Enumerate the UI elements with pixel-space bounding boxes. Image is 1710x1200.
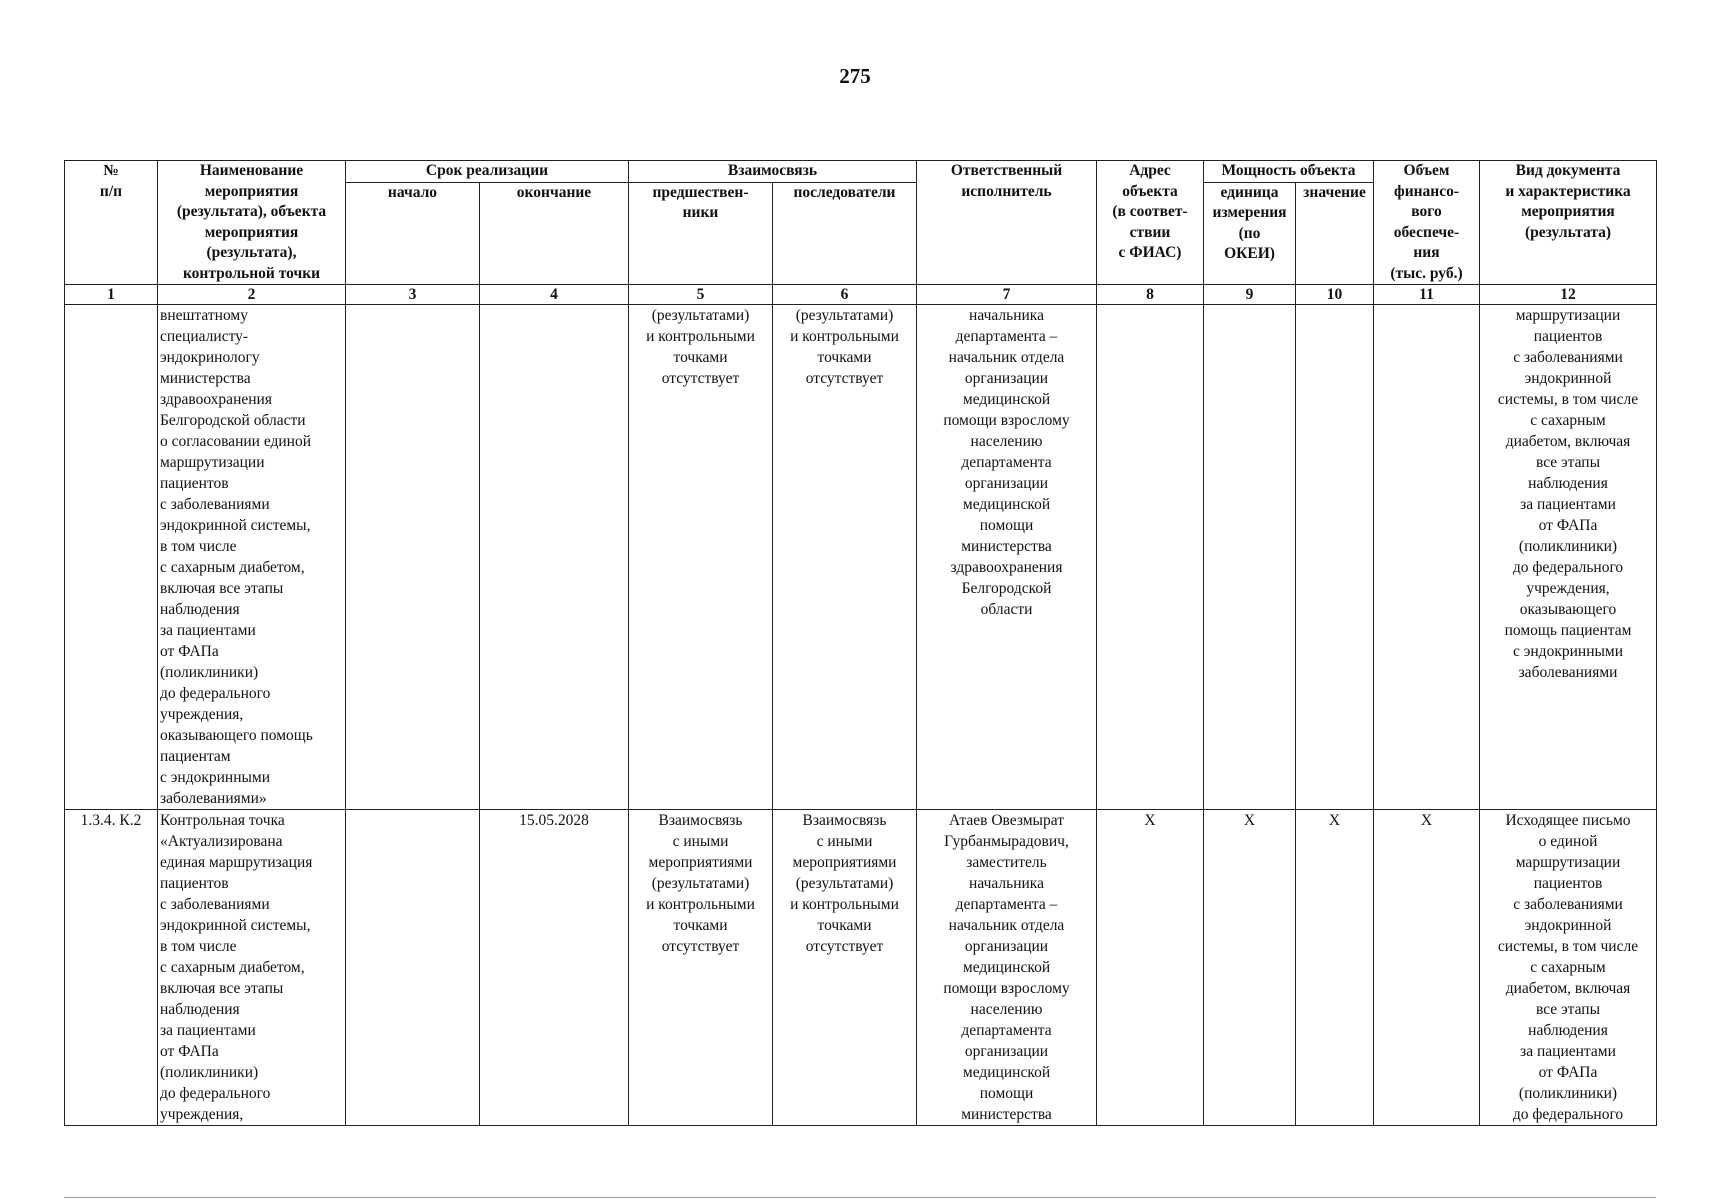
column-number: 8 xyxy=(1097,285,1204,305)
cell-unit: X xyxy=(1204,810,1296,1126)
header-cap-value: значение xyxy=(1296,182,1374,285)
column-number: 5 xyxy=(629,285,773,305)
header-row-1 xyxy=(65,161,1657,183)
cell-succ: (результатами) и контрольными точками отсутствует xyxy=(773,305,917,810)
column-number: 9 xyxy=(1204,285,1296,305)
cell-name: внештатному специалисту- эндокринологу министерства здравоохранения Белгородской области о согласовании единой маршрутизации пациентов с заболеваниями эндокринной системы, в том числе с сахарным диабетом, включая все этапы наблюдения за пациентами от ФАПа (поликлиники) до федерального учреждения, оказывающего помощь пациентам с эндокринными заболеваниями» xyxy=(158,305,346,810)
page-bottom-rule xyxy=(64,1197,1656,1198)
column-number-row xyxy=(65,285,1657,305)
plan-table xyxy=(64,160,1657,1126)
cell-name: Контрольная точка «Актуализирована единая маршрутизация пациентов с заболеваниями эндокринной системы, в том числе с сахарным диабетом, включая все этапы наблюдения за пациентами от ФАПа (поликлиники) до федерального учреждения, xyxy=(158,810,346,1126)
column-number: 3 xyxy=(346,285,480,305)
header-term-start: начало xyxy=(346,182,480,285)
cell-pred: (результатами) и контрольными точками отсутствует xyxy=(629,305,773,810)
header-link-pred: предшествен- ники xyxy=(629,182,773,285)
column-number: 1 xyxy=(65,285,158,305)
cell-funding: X xyxy=(1374,810,1480,1126)
column-number: 11 xyxy=(1374,285,1480,305)
cell-responsible: начальника департамента – начальник отдела организации медицинской помощи взрослому населению департамента организации медицинской помощи министерства здравоохранения Белгородской области xyxy=(917,305,1097,810)
header-link-succ: последователи xyxy=(773,182,917,285)
cell-responsible: Атаев Овезмырат Гурбанмырадович, заместитель начальника департамента – начальник отдела организации медицинской помощи взрослому населению департамента организации медицинской помощи министерства xyxy=(917,810,1097,1126)
cell-end: 15.05.2028 xyxy=(480,810,629,1126)
cell-num: 1.3.4. К.2 xyxy=(65,810,158,1126)
column-number: 4 xyxy=(480,285,629,305)
header-address: Адрес объекта (в соответ- ствии с ФИАС) xyxy=(1097,161,1204,285)
table-row xyxy=(65,810,1657,1126)
cell-unit xyxy=(1204,305,1296,810)
cell-value xyxy=(1296,305,1374,810)
cell-address: X xyxy=(1097,810,1204,1126)
cell-start xyxy=(346,305,480,810)
column-number: 2 xyxy=(158,285,346,305)
header-link-group: Взаимосвязь xyxy=(629,161,917,183)
cell-pred: Взаимосвязь с иными мероприятиями (результатами) и контрольными точками отсутствует xyxy=(629,810,773,1126)
header-doc: Вид документа и характеристика мероприятия (результата) xyxy=(1480,161,1657,285)
header-name: Наименование мероприятия (результата), объекта мероприятия (результата), контрольной точки xyxy=(158,161,346,285)
header-funding: Объем финансо- вого обеспече- ния (тыс. руб.) xyxy=(1374,161,1480,285)
header-cap-unit: единица измерения (по ОКЕИ) xyxy=(1204,182,1296,285)
column-number: 12 xyxy=(1480,285,1657,305)
cell-address xyxy=(1097,305,1204,810)
cell-funding xyxy=(1374,305,1480,810)
header-num: № п/п xyxy=(65,161,158,285)
table-row xyxy=(65,305,1657,810)
header-term-group: Срок реализации xyxy=(346,161,629,183)
header-term-end: окончание xyxy=(480,182,629,285)
page-number: 275 xyxy=(839,64,871,88)
cell-doc: Исходящее письмо о единой маршрутизации пациентов с заболеваниями эндокринной системы, в том числе с сахарным диабетом, включая все этапы наблюдения за пациентами от ФАПа (поликлиники) до федерального xyxy=(1480,810,1657,1126)
cell-num xyxy=(65,305,158,810)
cell-doc: маршрутизации пациентов с заболеваниями эндокринной системы, в том числе с сахарным диабетом, включая все этапы наблюдения за пациентами от ФАПа (поликлиники) до федерального учреждения, оказывающего помощь пациентам с эндокринными заболеваниями xyxy=(1480,305,1657,810)
cell-start xyxy=(346,810,480,1126)
header-responsible: Ответственный исполнитель xyxy=(917,161,1097,285)
column-number: 6 xyxy=(773,285,917,305)
column-number: 7 xyxy=(917,285,1097,305)
cell-value: X xyxy=(1296,810,1374,1126)
cell-succ: Взаимосвязь с иными мероприятиями (результатами) и контрольными точками отсутствует xyxy=(773,810,917,1126)
header-capacity-group: Мощность объекта xyxy=(1204,161,1374,183)
column-number: 10 xyxy=(1296,285,1374,305)
cell-end xyxy=(480,305,629,810)
